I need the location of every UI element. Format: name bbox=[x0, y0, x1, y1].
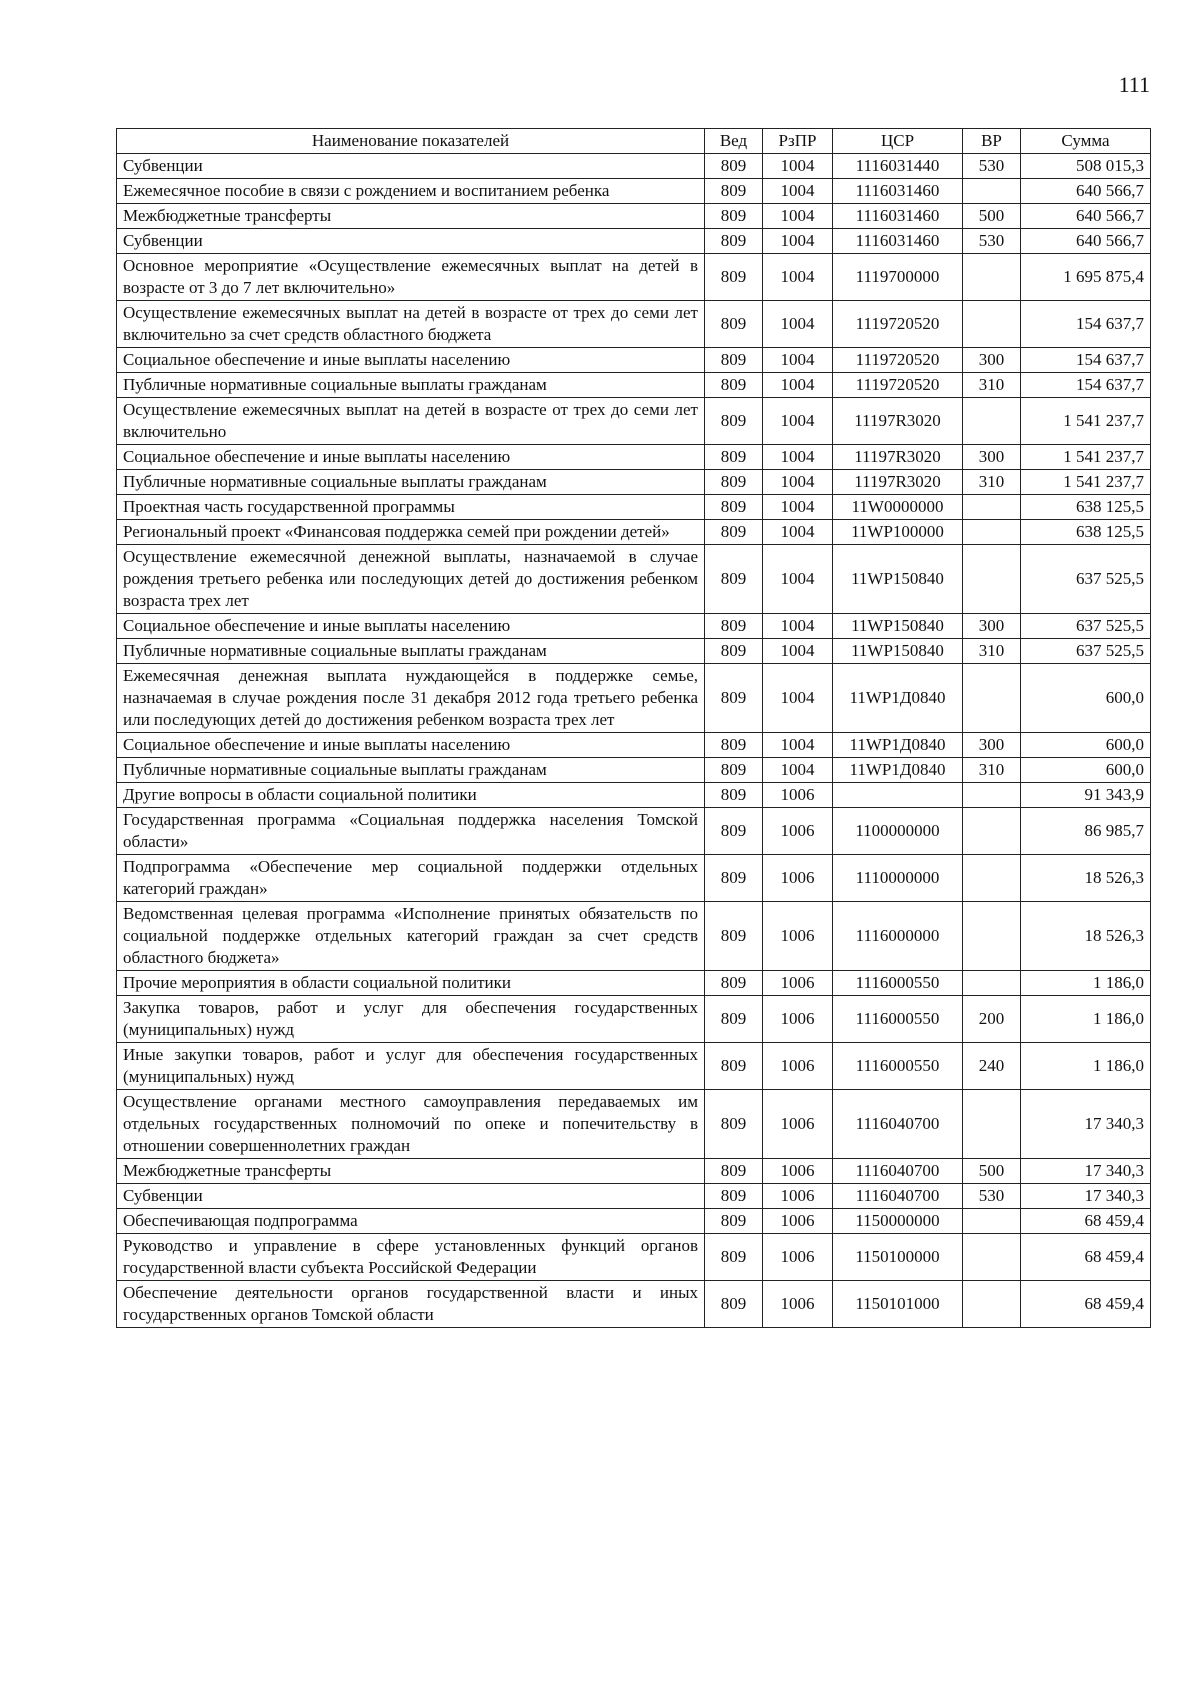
cell-name: Публичные нормативные социальные выплаты гражданам bbox=[117, 373, 705, 398]
cell-name: Субвенции bbox=[117, 229, 705, 254]
cell-name: Публичные нормативные социальные выплаты гражданам bbox=[117, 639, 705, 664]
table-row bbox=[117, 373, 1151, 398]
table-row bbox=[117, 348, 1151, 373]
cell-csr: 11WP1Д0840 bbox=[833, 664, 963, 733]
table-row bbox=[117, 545, 1151, 614]
cell-csr: 1116040700 bbox=[833, 1090, 963, 1159]
cell-ved: 809 bbox=[705, 179, 763, 204]
cell-ved: 809 bbox=[705, 445, 763, 470]
cell-name: Социальное обеспечение и иные выплаты населению bbox=[117, 445, 705, 470]
cell-sum: 600,0 bbox=[1021, 733, 1151, 758]
cell-csr: 11WP150840 bbox=[833, 614, 963, 639]
cell-vr bbox=[963, 495, 1021, 520]
cell-rzpr: 1006 bbox=[763, 1209, 833, 1234]
cell-vr bbox=[963, 902, 1021, 971]
cell-ved: 809 bbox=[705, 783, 763, 808]
cell-csr: 1116031440 bbox=[833, 154, 963, 179]
cell-vr bbox=[963, 545, 1021, 614]
header-name: Наименование показателей bbox=[117, 129, 705, 154]
cell-rzpr: 1006 bbox=[763, 855, 833, 902]
cell-csr: 11197R3020 bbox=[833, 470, 963, 495]
cell-sum: 18 526,3 bbox=[1021, 902, 1151, 971]
cell-csr: 1119700000 bbox=[833, 254, 963, 301]
cell-csr: 1116031460 bbox=[833, 204, 963, 229]
cell-ved: 809 bbox=[705, 614, 763, 639]
cell-ved: 809 bbox=[705, 855, 763, 902]
cell-name: Ежемесячная денежная выплата нуждающейся в поддержке семье, назначаемая в случае рождения после 31 декабря 2012 года третьего ребенка или последующих детей до достижения ребенком возраста трех лет bbox=[117, 664, 705, 733]
cell-vr bbox=[963, 1209, 1021, 1234]
cell-rzpr: 1004 bbox=[763, 154, 833, 179]
cell-ved: 809 bbox=[705, 639, 763, 664]
cell-vr bbox=[963, 783, 1021, 808]
cell-sum: 68 459,4 bbox=[1021, 1281, 1151, 1328]
cell-rzpr: 1004 bbox=[763, 179, 833, 204]
cell-sum: 638 125,5 bbox=[1021, 495, 1151, 520]
cell-sum: 1 541 237,7 bbox=[1021, 470, 1151, 495]
cell-name: Осуществление ежемесячных выплат на детей в возрасте от трех до семи лет включительно bbox=[117, 398, 705, 445]
cell-vr bbox=[963, 520, 1021, 545]
cell-ved: 809 bbox=[705, 348, 763, 373]
cell-name: Проектная часть государственной программы bbox=[117, 495, 705, 520]
cell-name: Ежемесячное пособие в связи с рождением и воспитанием ребенка bbox=[117, 179, 705, 204]
cell-name: Осуществление ежемесячной денежной выплаты, назначаемой в случае рождения третьего ребенка или последующих детей до достижения ребенком возраста трех лет bbox=[117, 545, 705, 614]
cell-csr: 11WP1Д0840 bbox=[833, 733, 963, 758]
cell-vr bbox=[963, 664, 1021, 733]
cell-sum: 17 340,3 bbox=[1021, 1090, 1151, 1159]
cell-vr: 240 bbox=[963, 1043, 1021, 1090]
table-row bbox=[117, 758, 1151, 783]
page-number: 111 bbox=[1118, 72, 1150, 97]
cell-csr: 1150000000 bbox=[833, 1209, 963, 1234]
table-row bbox=[117, 254, 1151, 301]
cell-vr bbox=[963, 179, 1021, 204]
cell-csr: 1116000550 bbox=[833, 996, 963, 1043]
cell-name: Основное мероприятие «Осуществление ежемесячных выплат на детей в возрасте от 3 до 7 лет включительно» bbox=[117, 254, 705, 301]
cell-ved: 809 bbox=[705, 664, 763, 733]
cell-csr: 11W0000000 bbox=[833, 495, 963, 520]
table-row bbox=[117, 996, 1151, 1043]
table-row bbox=[117, 1159, 1151, 1184]
cell-rzpr: 1004 bbox=[763, 229, 833, 254]
cell-sum: 91 343,9 bbox=[1021, 783, 1151, 808]
cell-vr: 530 bbox=[963, 229, 1021, 254]
cell-name: Субвенции bbox=[117, 1184, 705, 1209]
table-row bbox=[117, 733, 1151, 758]
cell-vr: 500 bbox=[963, 1159, 1021, 1184]
cell-rzpr: 1004 bbox=[763, 664, 833, 733]
cell-sum: 68 459,4 bbox=[1021, 1234, 1151, 1281]
cell-csr: 1116040700 bbox=[833, 1184, 963, 1209]
cell-sum: 154 637,7 bbox=[1021, 373, 1151, 398]
cell-name: Публичные нормативные социальные выплаты гражданам bbox=[117, 758, 705, 783]
cell-csr: 11197R3020 bbox=[833, 398, 963, 445]
cell-sum: 1 186,0 bbox=[1021, 1043, 1151, 1090]
cell-rzpr: 1006 bbox=[763, 1090, 833, 1159]
cell-rzpr: 1006 bbox=[763, 971, 833, 996]
table-row bbox=[117, 229, 1151, 254]
cell-name: Государственная программа «Социальная поддержка населения Томской области» bbox=[117, 808, 705, 855]
cell-ved: 809 bbox=[705, 1184, 763, 1209]
cell-name: Подпрограмма «Обеспечение мер социальной поддержки отдельных категорий граждан» bbox=[117, 855, 705, 902]
cell-vr bbox=[963, 808, 1021, 855]
cell-rzpr: 1006 bbox=[763, 1184, 833, 1209]
cell-name: Осуществление органами местного самоуправления передаваемых им отдельных государственных полномочий по опеке и попечительству в отношении совершеннолетних граждан bbox=[117, 1090, 705, 1159]
cell-rzpr: 1004 bbox=[763, 398, 833, 445]
table-body bbox=[117, 154, 1151, 1328]
cell-name: Межбюджетные трансферты bbox=[117, 204, 705, 229]
cell-csr: 11197R3020 bbox=[833, 445, 963, 470]
cell-rzpr: 1006 bbox=[763, 1159, 833, 1184]
cell-ved: 809 bbox=[705, 1209, 763, 1234]
cell-csr: 1116000550 bbox=[833, 971, 963, 996]
cell-sum: 154 637,7 bbox=[1021, 348, 1151, 373]
cell-ved: 809 bbox=[705, 1043, 763, 1090]
cell-rzpr: 1004 bbox=[763, 639, 833, 664]
cell-sum: 600,0 bbox=[1021, 758, 1151, 783]
table-row bbox=[117, 808, 1151, 855]
cell-sum: 1 186,0 bbox=[1021, 996, 1151, 1043]
cell-name: Публичные нормативные социальные выплаты гражданам bbox=[117, 470, 705, 495]
cell-name: Социальное обеспечение и иные выплаты населению bbox=[117, 733, 705, 758]
cell-name: Другие вопросы в области социальной политики bbox=[117, 783, 705, 808]
table-row bbox=[117, 1234, 1151, 1281]
cell-vr: 310 bbox=[963, 639, 1021, 664]
cell-csr: 1110000000 bbox=[833, 855, 963, 902]
cell-name: Социальное обеспечение и иные выплаты населению bbox=[117, 614, 705, 639]
cell-ved: 809 bbox=[705, 495, 763, 520]
table-row bbox=[117, 902, 1151, 971]
cell-vr: 530 bbox=[963, 1184, 1021, 1209]
cell-rzpr: 1006 bbox=[763, 996, 833, 1043]
cell-ved: 809 bbox=[705, 470, 763, 495]
cell-sum: 1 541 237,7 bbox=[1021, 398, 1151, 445]
cell-ved: 809 bbox=[705, 373, 763, 398]
cell-rzpr: 1004 bbox=[763, 520, 833, 545]
cell-ved: 809 bbox=[705, 758, 763, 783]
cell-csr bbox=[833, 783, 963, 808]
cell-rzpr: 1004 bbox=[763, 254, 833, 301]
cell-ved: 809 bbox=[705, 520, 763, 545]
cell-sum: 154 637,7 bbox=[1021, 301, 1151, 348]
cell-name: Региональный проект «Финансовая поддержка семей при рождении детей» bbox=[117, 520, 705, 545]
cell-vr: 200 bbox=[963, 996, 1021, 1043]
cell-sum: 640 566,7 bbox=[1021, 229, 1151, 254]
cell-name: Ведомственная целевая программа «Исполнение принятых обязательств по социальной поддержке отдельных категорий граждан за счет средств областного бюджета» bbox=[117, 902, 705, 971]
cell-vr: 300 bbox=[963, 348, 1021, 373]
cell-rzpr: 1006 bbox=[763, 1234, 833, 1281]
cell-name: Социальное обеспечение и иные выплаты населению bbox=[117, 348, 705, 373]
cell-sum: 637 525,5 bbox=[1021, 639, 1151, 664]
cell-vr: 310 bbox=[963, 470, 1021, 495]
cell-ved: 809 bbox=[705, 254, 763, 301]
cell-rzpr: 1006 bbox=[763, 1281, 833, 1328]
cell-csr: 11WP150840 bbox=[833, 639, 963, 664]
cell-vr bbox=[963, 855, 1021, 902]
cell-sum: 637 525,5 bbox=[1021, 614, 1151, 639]
cell-csr: 1150100000 bbox=[833, 1234, 963, 1281]
cell-vr: 300 bbox=[963, 445, 1021, 470]
cell-vr: 310 bbox=[963, 373, 1021, 398]
table-row bbox=[117, 614, 1151, 639]
table-row bbox=[117, 445, 1151, 470]
header-ved: Вед bbox=[705, 129, 763, 154]
cell-vr bbox=[963, 254, 1021, 301]
cell-vr: 530 bbox=[963, 154, 1021, 179]
cell-rzpr: 1006 bbox=[763, 1043, 833, 1090]
cell-csr: 1119720520 bbox=[833, 348, 963, 373]
table-row bbox=[117, 971, 1151, 996]
header-csr: ЦСР bbox=[833, 129, 963, 154]
cell-vr bbox=[963, 301, 1021, 348]
cell-csr: 1116000000 bbox=[833, 902, 963, 971]
cell-name: Обеспечивающая подпрограмма bbox=[117, 1209, 705, 1234]
cell-ved: 809 bbox=[705, 902, 763, 971]
cell-rzpr: 1006 bbox=[763, 808, 833, 855]
cell-sum: 18 526,3 bbox=[1021, 855, 1151, 902]
table-row bbox=[117, 398, 1151, 445]
cell-csr: 1116040700 bbox=[833, 1159, 963, 1184]
cell-vr bbox=[963, 971, 1021, 996]
cell-csr: 1116031460 bbox=[833, 229, 963, 254]
cell-ved: 809 bbox=[705, 971, 763, 996]
cell-vr bbox=[963, 1090, 1021, 1159]
cell-ved: 809 bbox=[705, 733, 763, 758]
cell-sum: 1 186,0 bbox=[1021, 971, 1151, 996]
cell-sum: 1 695 875,4 bbox=[1021, 254, 1151, 301]
table-row bbox=[117, 204, 1151, 229]
cell-sum: 68 459,4 bbox=[1021, 1209, 1151, 1234]
cell-ved: 809 bbox=[705, 398, 763, 445]
table-row bbox=[117, 664, 1151, 733]
cell-csr: 1119720520 bbox=[833, 301, 963, 348]
table-row bbox=[117, 855, 1151, 902]
cell-ved: 809 bbox=[705, 808, 763, 855]
cell-sum: 640 566,7 bbox=[1021, 204, 1151, 229]
cell-ved: 809 bbox=[705, 1090, 763, 1159]
cell-vr bbox=[963, 1281, 1021, 1328]
table-row bbox=[117, 1043, 1151, 1090]
cell-vr bbox=[963, 1234, 1021, 1281]
header-vr: ВР bbox=[963, 129, 1021, 154]
cell-rzpr: 1004 bbox=[763, 348, 833, 373]
table-row bbox=[117, 154, 1151, 179]
cell-vr bbox=[963, 398, 1021, 445]
cell-rzpr: 1004 bbox=[763, 733, 833, 758]
cell-sum: 86 985,7 bbox=[1021, 808, 1151, 855]
cell-sum: 17 340,3 bbox=[1021, 1159, 1151, 1184]
table-row bbox=[117, 470, 1151, 495]
cell-sum: 637 525,5 bbox=[1021, 545, 1151, 614]
cell-csr: 1100000000 bbox=[833, 808, 963, 855]
cell-name: Межбюджетные трансферты bbox=[117, 1159, 705, 1184]
header-rzpr: РзПР bbox=[763, 129, 833, 154]
cell-ved: 809 bbox=[705, 229, 763, 254]
cell-rzpr: 1004 bbox=[763, 470, 833, 495]
cell-name: Иные закупки товаров, работ и услуг для обеспечения государственных (муниципальных) нужд bbox=[117, 1043, 705, 1090]
table-row bbox=[117, 179, 1151, 204]
cell-csr: 11WP100000 bbox=[833, 520, 963, 545]
cell-name: Обеспечение деятельности органов государственной власти и иных государственных органов Томской области bbox=[117, 1281, 705, 1328]
table-row bbox=[117, 520, 1151, 545]
cell-rzpr: 1004 bbox=[763, 373, 833, 398]
cell-name: Осуществление ежемесячных выплат на детей в возрасте от трех до семи лет включительно за счет средств областного бюджета bbox=[117, 301, 705, 348]
table-row bbox=[117, 1281, 1151, 1328]
cell-ved: 809 bbox=[705, 1159, 763, 1184]
table-row bbox=[117, 495, 1151, 520]
cell-rzpr: 1004 bbox=[763, 495, 833, 520]
cell-sum: 640 566,7 bbox=[1021, 179, 1151, 204]
table-row bbox=[117, 783, 1151, 808]
cell-name: Прочие мероприятия в области социальной политики bbox=[117, 971, 705, 996]
cell-rzpr: 1004 bbox=[763, 614, 833, 639]
cell-ved: 809 bbox=[705, 545, 763, 614]
cell-name: Закупка товаров, работ и услуг для обеспечения государственных (муниципальных) нужд bbox=[117, 996, 705, 1043]
header-row bbox=[117, 129, 1151, 154]
cell-sum: 1 541 237,7 bbox=[1021, 445, 1151, 470]
cell-vr: 300 bbox=[963, 614, 1021, 639]
cell-csr: 11WP150840 bbox=[833, 545, 963, 614]
cell-csr: 1119720520 bbox=[833, 373, 963, 398]
cell-ved: 809 bbox=[705, 204, 763, 229]
cell-rzpr: 1004 bbox=[763, 445, 833, 470]
cell-rzpr: 1006 bbox=[763, 783, 833, 808]
cell-sum: 600,0 bbox=[1021, 664, 1151, 733]
cell-ved: 809 bbox=[705, 154, 763, 179]
table-row bbox=[117, 639, 1151, 664]
cell-rzpr: 1004 bbox=[763, 301, 833, 348]
budget-table bbox=[116, 128, 1151, 1328]
cell-ved: 809 bbox=[705, 301, 763, 348]
cell-ved: 809 bbox=[705, 1234, 763, 1281]
cell-sum: 17 340,3 bbox=[1021, 1184, 1151, 1209]
table-header bbox=[117, 129, 1151, 154]
header-sum: Сумма bbox=[1021, 129, 1151, 154]
cell-csr: 11WP1Д0840 bbox=[833, 758, 963, 783]
cell-rzpr: 1006 bbox=[763, 902, 833, 971]
cell-sum: 508 015,3 bbox=[1021, 154, 1151, 179]
cell-ved: 809 bbox=[705, 1281, 763, 1328]
table-row bbox=[117, 1090, 1151, 1159]
table-row bbox=[117, 1209, 1151, 1234]
table-row bbox=[117, 301, 1151, 348]
cell-name: Руководство и управление в сфере установленных функций органов государственной власти субъекта Российской Федерации bbox=[117, 1234, 705, 1281]
cell-rzpr: 1004 bbox=[763, 204, 833, 229]
cell-sum: 638 125,5 bbox=[1021, 520, 1151, 545]
cell-name: Субвенции bbox=[117, 154, 705, 179]
cell-ved: 809 bbox=[705, 996, 763, 1043]
cell-csr: 1116031460 bbox=[833, 179, 963, 204]
cell-vr: 500 bbox=[963, 204, 1021, 229]
table-row bbox=[117, 1184, 1151, 1209]
cell-csr: 1116000550 bbox=[833, 1043, 963, 1090]
cell-vr: 310 bbox=[963, 758, 1021, 783]
cell-csr: 1150101000 bbox=[833, 1281, 963, 1328]
cell-vr: 300 bbox=[963, 733, 1021, 758]
cell-rzpr: 1004 bbox=[763, 758, 833, 783]
cell-rzpr: 1004 bbox=[763, 545, 833, 614]
